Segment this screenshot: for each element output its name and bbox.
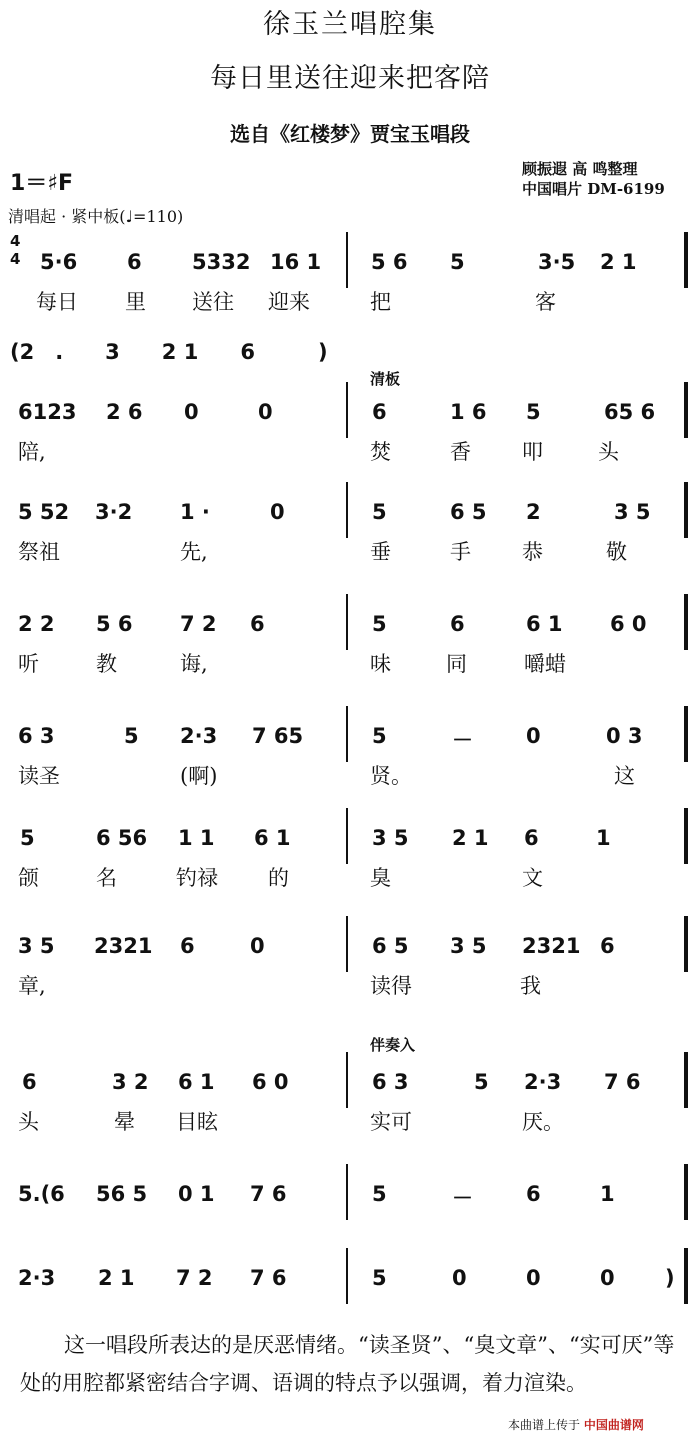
note-group: 0 — [270, 500, 285, 524]
note-group: 5·6 — [40, 250, 78, 274]
time-signature — [10, 232, 20, 268]
lyric: 同 — [446, 652, 467, 676]
note-group: 0 — [184, 400, 199, 424]
lyric: 嚼蜡 — [524, 652, 566, 676]
lyric: 这 — [614, 764, 635, 788]
lyric: 味 — [370, 652, 391, 676]
note-group: 7 65 — [252, 724, 304, 748]
note-group: 5 — [474, 1070, 489, 1094]
note-group: 5 — [450, 250, 465, 274]
note-group: 0 — [452, 1266, 467, 1290]
lyric: 客 — [535, 290, 556, 314]
note-group: 5 — [372, 500, 387, 524]
note-group: 5332 — [192, 250, 251, 274]
lyric: (啊) — [180, 764, 218, 788]
note-group: 3 5 — [372, 826, 409, 850]
lyric: 臭 — [370, 866, 391, 890]
barline — [346, 916, 348, 972]
lyric: 章, — [18, 974, 46, 998]
note-group: 5 — [372, 612, 387, 636]
note-group: 6 — [372, 400, 387, 424]
note-group: － — [452, 728, 473, 752]
barline-right — [684, 1164, 688, 1220]
barline — [346, 594, 348, 650]
note-group: 0 3 — [606, 724, 643, 748]
note-group: 0 — [526, 1266, 541, 1290]
time-signature-top: 4 — [10, 232, 21, 250]
note-group: 2321 — [522, 934, 581, 958]
lyric: 把 — [370, 290, 391, 314]
note-group: 3 5 — [18, 934, 55, 958]
note-group: 6 — [450, 612, 465, 636]
note-group: 2 1 — [98, 1266, 135, 1290]
watermark-prefix: 本曲谱上传于 — [508, 1418, 581, 1432]
barline-right — [684, 1248, 688, 1304]
barline — [346, 1164, 348, 1220]
note-group: 5 — [526, 400, 541, 424]
note-group: 5 — [372, 724, 387, 748]
note-group: 3 5 — [450, 934, 487, 958]
barline-right — [684, 482, 688, 538]
lyric: 名 — [96, 866, 117, 890]
lyric: 晕 — [114, 1110, 135, 1134]
note-group: 6 — [250, 612, 265, 636]
note-group: 1 1 — [178, 826, 215, 850]
lyric: 祭祖 — [18, 540, 60, 564]
lyric: 头 — [18, 1110, 39, 1134]
lyric: 我 — [520, 974, 541, 998]
lyric: 的 — [268, 866, 289, 890]
lyric: 香 — [450, 440, 471, 464]
note-group: 2 2 — [18, 612, 55, 636]
key-signature: 1＝♯F — [10, 171, 73, 196]
note-group: 3 2 — [112, 1070, 149, 1094]
note-group: 56 5 — [96, 1182, 148, 1206]
collection-title: 徐玉兰唱腔集 — [263, 9, 437, 40]
note-group: 6 1 — [526, 612, 563, 636]
note-group: 6 — [180, 934, 195, 958]
note-group: 3·2 — [95, 500, 133, 524]
note-group: 6 3 — [18, 724, 55, 748]
note-group: 7 2 — [176, 1266, 213, 1290]
lyric: 送往 — [192, 290, 234, 314]
lyric: 垂 — [370, 540, 391, 564]
note-group: 6 — [524, 826, 539, 850]
lyric: 诲, — [180, 652, 208, 676]
barline — [346, 1052, 348, 1108]
barline-right — [684, 1052, 688, 1108]
lyric: 钓禄 — [176, 866, 218, 890]
barline-right — [684, 916, 688, 972]
lyric: 先, — [180, 540, 208, 564]
note-group: － — [452, 1186, 473, 1210]
lyric: 读得 — [370, 974, 412, 998]
note-group: 2321 — [94, 934, 153, 958]
note-group: 5 — [20, 826, 35, 850]
lyric: 听 — [18, 652, 39, 676]
section-mark-banzou: 伴奏入 — [370, 1036, 416, 1054]
barline — [346, 232, 348, 288]
note-group: 6 56 — [96, 826, 148, 850]
note-group: (2 . 3 2 1 6 ) — [10, 340, 328, 364]
barline — [346, 382, 348, 438]
note-group: 6 — [22, 1070, 37, 1094]
watermark-brand: 中国曲谱网 — [583, 1418, 644, 1432]
lyric: 里 — [125, 290, 146, 314]
note-group: 2 6 — [106, 400, 143, 424]
lyric: 教 — [96, 652, 117, 676]
note-group: 6 0 — [252, 1070, 289, 1094]
note-group: 0 1 — [178, 1182, 215, 1206]
tempo-marking: 清唱起 · 紧中板(♩=110) — [8, 207, 184, 226]
barline — [346, 1248, 348, 1304]
section-mark-qingban: 清板 — [370, 370, 401, 388]
watermark — [508, 1416, 644, 1433]
note-group: 7 2 — [180, 612, 217, 636]
lyric: 厌。 — [522, 1110, 564, 1134]
lyric: 叩 — [522, 440, 543, 464]
note-group: 0 — [600, 1266, 615, 1290]
barline — [346, 482, 348, 538]
note-group: 5 6 — [96, 612, 133, 636]
note-group: 3·5 — [538, 250, 576, 274]
note-group: 7 6 — [250, 1182, 287, 1206]
note-group: 1 · — [180, 500, 210, 524]
lyric: 陪, — [18, 440, 46, 464]
lyric: 目眩 — [176, 1110, 218, 1134]
note-group: 0 — [526, 724, 541, 748]
note-group: 6 1 — [178, 1070, 215, 1094]
song-title: 每日里送往迎来把客陪 — [210, 63, 490, 94]
lyric: 头 — [598, 440, 619, 464]
note-group: 0 — [250, 934, 265, 958]
lyric: 恭 — [522, 540, 543, 564]
note-group: 2 1 — [452, 826, 489, 850]
note-group: 6 0 — [610, 612, 647, 636]
barline — [346, 706, 348, 762]
lyric: 实可 — [370, 1110, 412, 1134]
barline-right — [684, 382, 688, 438]
note-group: 6 1 — [254, 826, 291, 850]
note-group: 5 — [372, 1266, 387, 1290]
note-group: 3 5 — [614, 500, 651, 524]
barline-right — [684, 808, 688, 864]
note-group: 65 6 — [604, 400, 656, 424]
note-group: 2 1 — [600, 250, 637, 274]
lyric: 颌 — [18, 866, 39, 890]
note-group: 6 — [600, 934, 615, 958]
time-signature-bottom: 4 — [10, 250, 21, 268]
arrangers-credit: 顾振遐 高 鸣整理 — [522, 160, 638, 178]
lyric: 迎来 — [268, 290, 310, 314]
note-group: 0 — [258, 400, 273, 424]
note-group: 6 — [526, 1182, 541, 1206]
barline — [346, 808, 348, 864]
lyric: 文 — [522, 866, 543, 890]
note-group: 6123 — [18, 400, 77, 424]
record-number: 中国唱片 DM-6199 — [522, 180, 665, 198]
note-group: 2·3 — [180, 724, 218, 748]
note-group: 5 — [372, 1182, 387, 1206]
barline-right — [684, 594, 688, 650]
note-group: 2 — [526, 500, 541, 524]
barline-right — [684, 232, 688, 288]
note-group: 2·3 — [18, 1266, 56, 1290]
lyric: 敬 — [606, 540, 627, 564]
note-group: 16 1 — [270, 250, 322, 274]
lyric: 手 — [450, 540, 471, 564]
note-group: 7 6 — [604, 1070, 641, 1094]
barline-right — [684, 706, 688, 762]
commentary-paragraph: 这一唱段所表达的是厌恶情绪。“读圣贤”、“臭文章”、“实可厌”等处的用腔都紧密结合字调、语调的特点予以强调，着力渲染。 — [20, 1333, 675, 1395]
note-group: 1 — [600, 1182, 615, 1206]
lyric: 贤。 — [370, 764, 412, 788]
note-group: 6 5 — [372, 934, 409, 958]
lyric: 焚 — [370, 440, 391, 464]
note-group: 5 6 — [371, 250, 408, 274]
note-group: 2·3 — [524, 1070, 562, 1094]
note-group: 1 6 — [450, 400, 487, 424]
note-group: 5.(6 — [18, 1182, 65, 1206]
note-group: ) — [665, 1266, 675, 1290]
note-group: 7 6 — [250, 1266, 287, 1290]
note-group: 1 — [596, 826, 611, 850]
note-group: 5 52 — [18, 500, 70, 524]
source-subtitle: 选自《红楼梦》贾宝玉唱段 — [230, 122, 470, 146]
note-group: 6 — [127, 250, 142, 274]
note-group: 5 — [124, 724, 139, 748]
note-group: 6 3 — [372, 1070, 409, 1094]
lyric: 每日 — [36, 290, 78, 314]
note-group: 6 5 — [450, 500, 487, 524]
lyric: 读圣 — [18, 764, 60, 788]
